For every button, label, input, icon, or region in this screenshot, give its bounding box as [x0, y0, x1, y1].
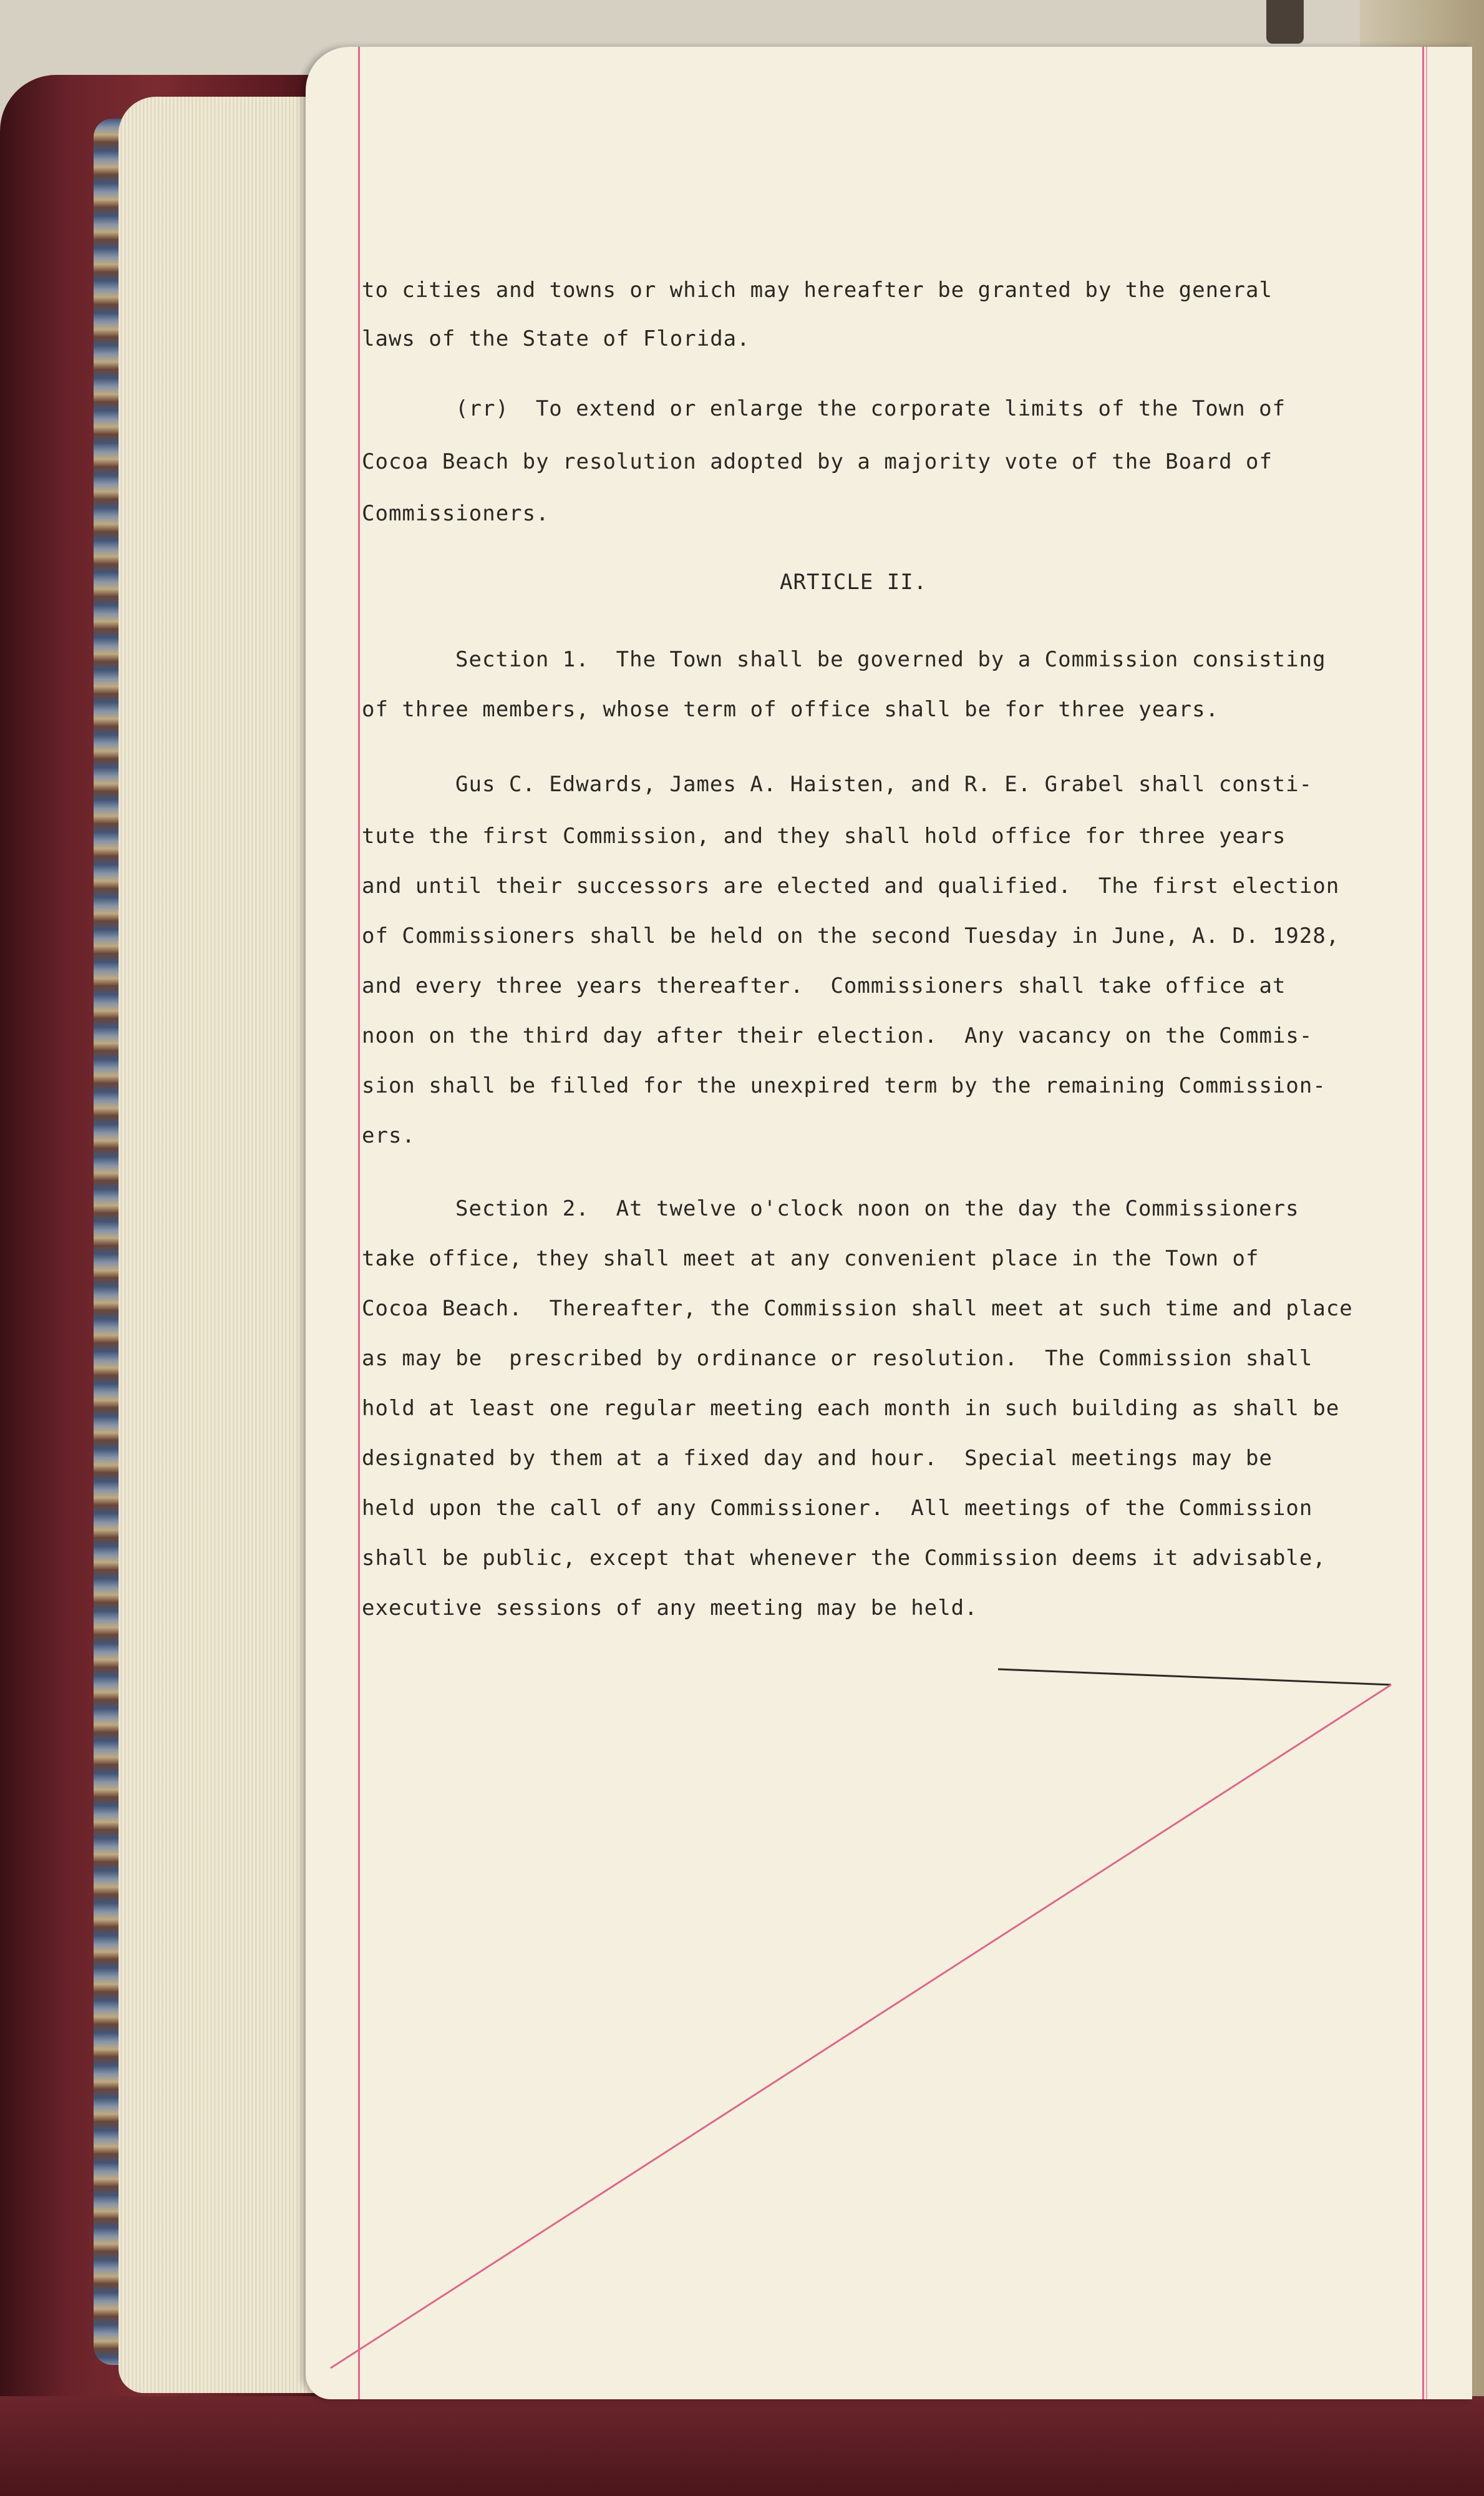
text-line: ers. [362, 1123, 415, 1148]
text-line: of Commissioners shall be held on the second Tuesday in June, A. D. 1928, [362, 924, 1340, 948]
text-line: tute the first Commission, and they shall hold office for three years [362, 824, 1286, 849]
text-line: executive sessions of any meeting may be held. [362, 1596, 978, 1621]
binding-bottom-edge [0, 2396, 1484, 2496]
diagonal-cancel-line [331, 1685, 1391, 2368]
text-line: Gus C. Edwards, James A. Haisten, and R. E. Grabel shall consti- [455, 772, 1313, 797]
text-line: of three members, whose term of office shall be for three years. [362, 697, 1220, 722]
text-line: shall be public, except that whenever the Commission deems it advisable, [362, 1546, 1326, 1571]
book-clasp [1266, 0, 1304, 44]
text-line: take office, they shall meet at any convenient place in the Town of [362, 1246, 1259, 1271]
text-line: laws of the State of Florida. [362, 326, 750, 351]
text-line: hold at least one regular meeting each month in such building as shall be [362, 1396, 1340, 1421]
text-line: and every three years thereafter. Commissioners shall take office at [362, 973, 1286, 998]
end-of-text-rule [998, 1669, 1391, 1685]
text-line: Cocoa Beach by resolution adopted by a majority vote of the Board of [362, 449, 1273, 474]
text-line: Section 1. The Town shall be governed by a Commission consisting [455, 647, 1326, 672]
text-line: Section 2. At twelve o'clock noon on the day the Commissioners [455, 1196, 1299, 1221]
text-line: as may be prescribed by ordinance or resolution. The Commission shall [362, 1346, 1313, 1371]
text-line: and until their successors are elected and qualified. The first election [362, 874, 1340, 899]
text-line: noon on the third day after their election. Any vacancy on the Commis- [362, 1023, 1313, 1048]
text-line: Commissioners. [362, 501, 550, 526]
text-line: Cocoa Beach. Thereafter, the Commission shall meet at such time and place [362, 1296, 1353, 1321]
text-line: to cities and towns or which may hereafter be granted by the general [362, 278, 1273, 303]
article-heading: ARTICLE II. [780, 570, 928, 595]
text-line: held upon the call of any Commissioner. All meetings of the Commission [362, 1496, 1313, 1521]
text-line: sion shall be filled for the unexpired term by the remaining Commission- [362, 1073, 1326, 1098]
text-line: (rr) To extend or enlarge the corporate limits of the Town of [455, 396, 1286, 421]
page-stack [119, 97, 331, 2393]
text-line: designated by them at a fixed day and hour. Special meetings may be [362, 1446, 1273, 1471]
ledger-page [306, 47, 1472, 2399]
